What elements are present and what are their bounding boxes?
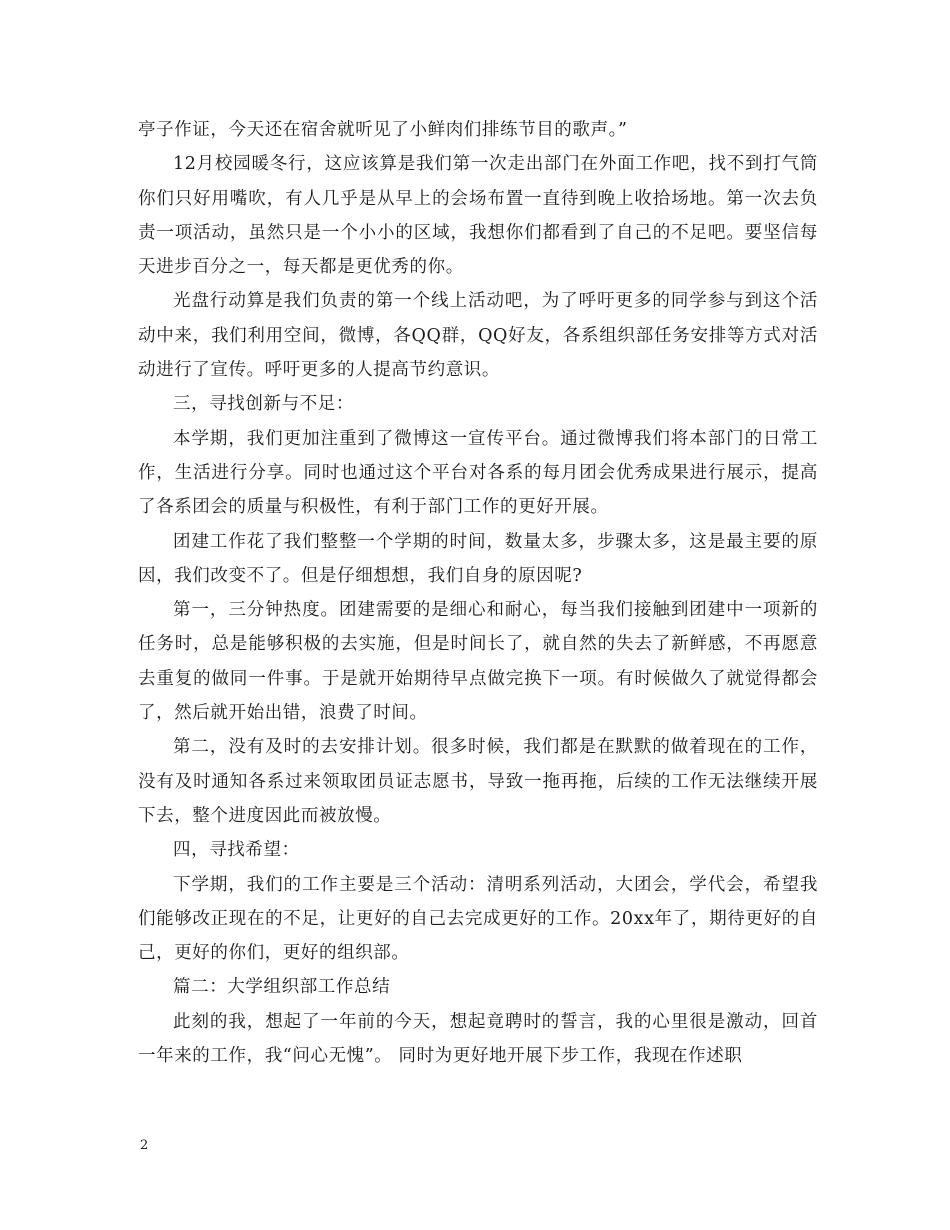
page-number: 2	[140, 1138, 149, 1153]
paragraph: 光盘行动算是我们负责的第一个线上活动吧，为了呼吁更多的同学参与到这个活动中来，我们利用空间，微博，各QQ群，QQ好友，各系组织部任务安排等方式对活动进行了宣传。呼吁更多的人提高节约意识。	[138, 291, 818, 381]
paragraph: 12月校园暖冬行，这应该算是我们第一次走出部门在外面工作吧，找不到打气筒你们只好用嘴吹，有人几乎是从早上的会场布置一直待到晚上收拾场地。第一次去负责一项活动，虽然只是一个小小的区域，我想你们都看到了自己的不足吧。要坚信每天进步百分之一，每天都是更优秀的你。	[138, 154, 818, 278]
paragraph: 团建工作花了我们整整一个学期的时间，数量太多，步骤太多，这是最主要的原因，我们改变不了。但是仔细想想，我们自身的原因呢?	[138, 531, 818, 586]
section-heading: 四，寻找希望：	[173, 840, 300, 861]
paragraph: 第二，没有及时的去安排计划。很多时候，我们都是在默默的做着现在的工作，没有及时通知各系过来领取团员证志愿书，导致一拖再拖，后续的工作无法继续开展下去，整个进度因此而被放慢。	[138, 737, 818, 826]
paragraph: 亭子作证，今天还在宿舍就听见了小鲜肉们排练节目的歌声。”	[138, 120, 628, 140]
paragraph: 本学期，我们更加注重到了微博这一宣传平台。通过微博我们将本部门的日常工作，生活进行分享。同时也通过这个平台对各系的每月团会优秀成果进行展示，提高了各系团会的质量与积极性，有利于部门工作的更好开展。	[138, 428, 818, 518]
document-body	[138, 113, 818, 1073]
paragraph: 第一，三分钟热度。团建需要的是细心和耐心，每当我们接触到团建中一项新的任务时，总是能够积极的去实施，但是时间长了，就自然的失去了新鲜感，不再愿意去重复的做同一件事。于是就开始期待早点做完换下一项。有时候做久了就觉得都会了，然后就开始出错，浪费了时间。	[138, 600, 818, 724]
article-heading: 篇二：大学组织部工作总结	[173, 977, 391, 998]
paragraph: 下学期，我们的工作主要是三个活动：清明系列活动，大团会，学代会，希望我们能够改正现在的不足，让更好的自己去完成更好的工作。20xx年了，期待更好的自己，更好的你们，更好的组织部。	[138, 874, 818, 964]
section-heading: 三，寻找创新与不足：	[173, 394, 354, 415]
paragraph: 此刻的我，想起了一年前的今天，想起竟聘时的誓言，我的心里很是激动，回首一年来的工作，我“问心无愧”。 同时为更好地开展下步工作，我现在作述职	[138, 1011, 818, 1067]
